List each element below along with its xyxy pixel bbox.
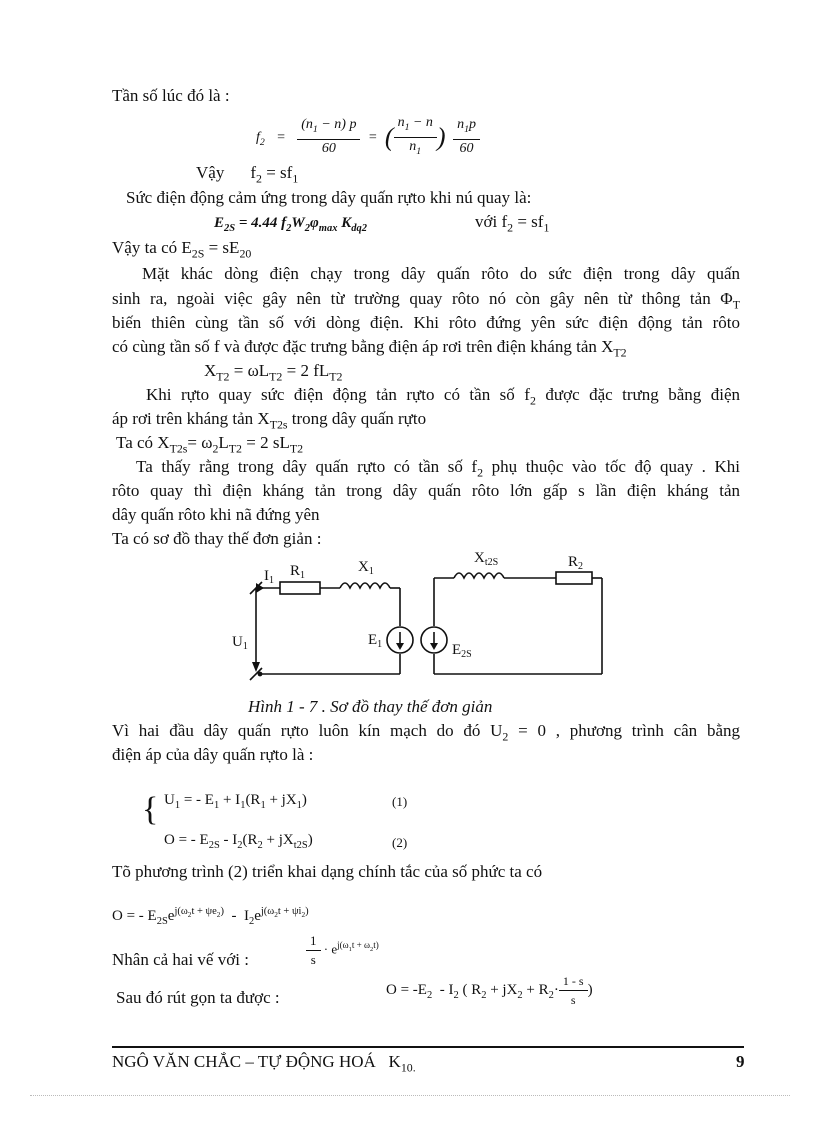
text-line: biến thiên cùng tần số với dòng điện. Khi rôto đứng yên sức điện động tản rôto bbox=[112, 313, 740, 332]
page-number: 9 bbox=[736, 1052, 745, 1071]
reactance-x1-label: $X_1$ bbox=[358, 559, 374, 577]
emf-e1-label: $E_1$ bbox=[368, 632, 383, 650]
text-line: Mặt khác dòng điện chạy trong dây quấn rôto do sức điện trong dây quấn bbox=[142, 264, 740, 283]
emf-formula: $E_{2S} = 4.44$ $f_2W_2\varphi_{max}$ $K_{dq2}$ bbox=[214, 215, 367, 234]
equation-1-label: (1) bbox=[392, 794, 408, 809]
text-line: Vậy $f_2 = sf_1$ bbox=[196, 163, 299, 186]
simplified-equation: $O = -E_2 - I_2$ ( $R_2 + jX_2 + R_2\cdot$ $\frac{1 - s}{s}$ ) bbox=[386, 974, 593, 1007]
multiplier-expression: $\frac{1}{s}$ · $e^{j(\omega_1t + \omega_2t)}$ bbox=[306, 932, 379, 969]
text-line: Tần số lúc đó là : bbox=[112, 86, 230, 105]
text-line: Sức điện động cảm ứng trong dây quấn rựto khi nú quay là: bbox=[126, 188, 532, 207]
text-line: Tõ phương trình (2) triển khai dạng chính tắc của số phức ta có bbox=[112, 862, 543, 881]
emf-e2s-label: $E_{2S}$ bbox=[452, 642, 472, 660]
frequency-formula: $f_2$ = $\frac{(n_1 - n) p}{60}$ = ( $\frac{n_1 - n}{n_1}$ ) $\frac{n_1p}{60}$ bbox=[256, 114, 480, 161]
text-line: rôto quay thì điện kháng tản trong dây quấn rôto lớn gấp s lần điện kháng tản bbox=[112, 481, 740, 500]
text-line: Ta có $X_{T2s}= \omega_2L_{T2} = 2$ $sL_{T2}$ bbox=[116, 433, 304, 456]
text-line: sinh ra, ngoài việc gây nên từ trường quay rôto nó còn gây nên từ thông tản $\Phi_T$ bbox=[112, 289, 740, 312]
footer-rule bbox=[112, 1046, 744, 1048]
text-line: Vì hai đầu dây quấn rựto luôn kín mạch do đó $U_2 = 0$ , phương trình cân bằng bbox=[112, 721, 740, 744]
resistor-r1-label: $R_1$ bbox=[290, 563, 306, 581]
footer-author: NGÔ VĂN CHẮC – TỰ ĐỘNG HOÁ $K_{10.}$ bbox=[112, 1052, 416, 1075]
complex-form-equation: O = - $E_{2S}e^{j(\omega_2t + \psi e_2)} - I_2e^{j(\omega_2t + \psi i_2)}$ bbox=[112, 906, 309, 927]
text-line: có cùng tần số f và được đặc trưng bằng điện áp rơi trên điện kháng tản $X_{T2}$ bbox=[112, 337, 627, 360]
text-line: với $f_2 = sf_1$ bbox=[475, 212, 550, 235]
voltage-u1-label: $U_1$ bbox=[232, 634, 248, 652]
text-line: Sau đó rút gọn ta được : bbox=[116, 988, 280, 1007]
text-line: Vậy ta có $E_{2S} = sE_{20}$ bbox=[112, 238, 252, 261]
text-line: Ta thấy rằng trong dây quấn rựto có tần số $f_2$ phụ thuộc vào tốc độ quay . Khi bbox=[136, 457, 740, 480]
equation-1: $U_1$ = - $E_1 + I_1(R_1 + jX_1)$ bbox=[164, 792, 307, 811]
text-line: áp rơi trên kháng tản $X_{T2s}$ trong dây quấn rựto bbox=[112, 409, 427, 432]
reactance-x2s-label: $X_{t2S}$ bbox=[474, 550, 499, 568]
page-bottom-divider bbox=[30, 1095, 790, 1096]
text-line: Ta có sơ đồ thay thế đơn giản : bbox=[112, 529, 322, 548]
system-brace: { bbox=[142, 791, 159, 828]
equivalent-circuit-diagram bbox=[228, 548, 618, 688]
text-line: điện áp của dây quấn rựto là : bbox=[112, 745, 314, 764]
equation-2: O = - $E_{2S} - I_2(R_2 + jX_{t2S})$ bbox=[164, 832, 313, 851]
text-line: Khi rựto quay sức điện động tản rựto có tần số $f_2$ được đặc trưng bằng điện bbox=[146, 385, 741, 408]
text-line: Nhân cả hai vế với : bbox=[112, 950, 249, 969]
equation-2-label: (2) bbox=[392, 835, 408, 850]
current-i1-label: $I_1$ bbox=[264, 568, 274, 586]
reactance-formula: $X_{T2} = \omega L_{T2} = 2$ $fL_{T2}$ bbox=[204, 361, 343, 384]
text-line: dây quấn rôto khi nã đứng yên bbox=[112, 505, 320, 524]
figure-caption: Hình 1 - 7 . Sơ đồ thay thế đơn giản bbox=[248, 697, 493, 716]
resistor-r2-label: $R_2$ bbox=[568, 554, 584, 572]
